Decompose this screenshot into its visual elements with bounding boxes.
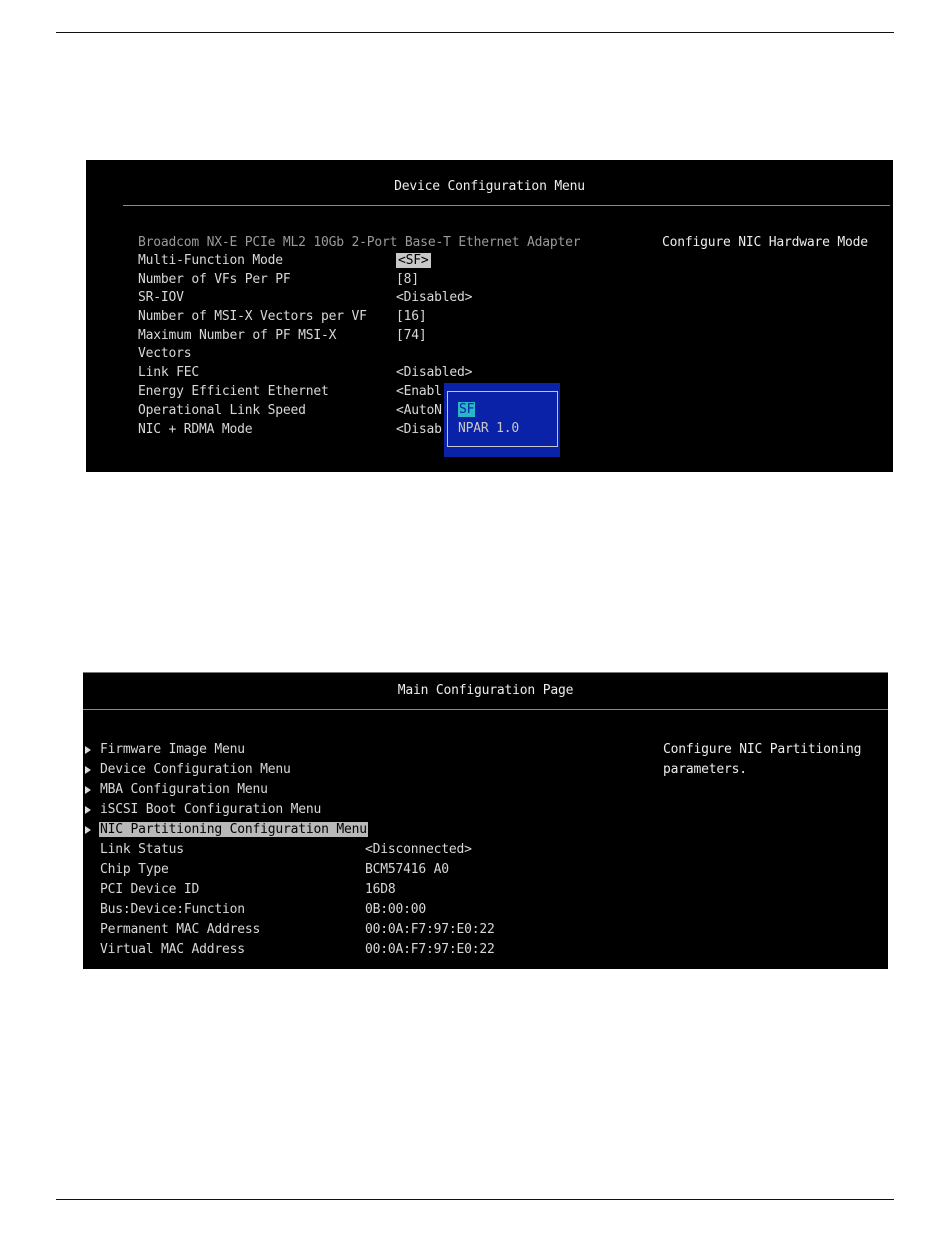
vfs-per-pf-value[interactable]: [8] — [396, 272, 419, 287]
device-configuration-screen — [86, 160, 893, 472]
bus-device-function-label: Bus:Device:Function — [100, 902, 245, 917]
menu-device-configuration[interactable]: Device Configuration Menu — [100, 762, 291, 777]
menu-arrow-icon — [85, 806, 91, 814]
popup-option-npar[interactable]: NPAR 1.0 — [458, 421, 520, 436]
max-pf-msix-value[interactable]: [74] — [396, 328, 427, 343]
msix-vectors-per-vf-value[interactable]: [16] — [396, 309, 427, 324]
multi-function-mode-value[interactable]: <SF> — [398, 253, 429, 268]
top-border — [83, 672, 888, 673]
multi-function-mode-label: Multi-Function Mode — [138, 253, 283, 268]
pci-device-id-label: PCI Device ID — [100, 882, 200, 897]
popup-border — [447, 391, 558, 447]
menu-nic-partitioning-configuration[interactable]: NIC Partitioning Configuration Menu — [100, 822, 367, 837]
page-top-rule — [56, 32, 894, 33]
max-pf-msix-label-cont: Vectors — [138, 346, 192, 361]
sr-iov-value[interactable]: <Disabled> — [396, 290, 473, 305]
eee-value[interactable]: <Enabl — [396, 384, 442, 399]
link-speed-label: Operational Link Speed — [138, 403, 306, 418]
virtual-mac-label: Virtual MAC Address — [100, 942, 245, 957]
screen-title: Device Configuration Menu — [394, 179, 585, 194]
chip-type-label: Chip Type — [100, 862, 169, 877]
menu-arrow-icon — [85, 766, 91, 774]
link-speed-value[interactable]: <AutoN — [396, 403, 442, 418]
max-pf-msix-label: Maximum Number of PF MSI-X — [138, 328, 337, 343]
adapter-name: Broadcom NX-E PCIe ML2 10Gb 2-Port Base-T Ethernet Adapter — [138, 235, 581, 250]
link-status-label: Link Status — [100, 842, 184, 857]
menu-arrow-icon — [85, 826, 91, 834]
sr-iov-label: SR-IOV — [138, 290, 184, 305]
help-text-line-1: Configure NIC Partitioning — [663, 742, 862, 757]
help-text: Configure NIC Hardware Mode — [662, 235, 868, 250]
link-fec-label: Link FEC — [138, 365, 200, 380]
main-configuration-screen — [83, 672, 888, 969]
popup-option-sf[interactable]: SF — [459, 402, 475, 417]
title-divider — [83, 709, 888, 710]
title-divider — [123, 205, 890, 206]
permanent-mac-label: Permanent MAC Address — [100, 922, 261, 937]
pci-device-id-value: 16D8 — [365, 882, 396, 897]
menu-mba-configuration[interactable]: MBA Configuration Menu — [100, 782, 268, 797]
menu-arrow-icon — [85, 746, 91, 754]
virtual-mac-value: 00:0A:F7:97:E0:22 — [365, 942, 495, 957]
link-status-value: <Disconnected> — [365, 842, 472, 857]
help-text-line-2: parameters. — [663, 762, 747, 777]
menu-iscsi-boot-configuration[interactable]: iSCSI Boot Configuration Menu — [100, 802, 322, 817]
multi-function-mode-popup — [444, 383, 560, 457]
vfs-per-pf-label: Number of VFs Per PF — [138, 272, 291, 287]
bus-device-function-value: 0B:00:00 — [365, 902, 427, 917]
permanent-mac-value: 00:0A:F7:97:E0:22 — [365, 922, 495, 937]
page-bottom-rule — [56, 1199, 894, 1200]
nic-rdma-mode-label: NIC + RDMA Mode — [138, 422, 253, 437]
menu-firmware-image[interactable]: Firmware Image Menu — [100, 742, 245, 757]
screen-title: Main Configuration Page — [397, 683, 574, 698]
chip-type-value: BCM57416 A0 — [365, 862, 449, 877]
msix-vectors-per-vf-label: Number of MSI-X Vectors per VF — [138, 309, 367, 324]
menu-arrow-icon — [85, 786, 91, 794]
nic-rdma-mode-value[interactable]: <Disab — [396, 422, 442, 437]
eee-label: Energy Efficient Ethernet — [138, 384, 329, 399]
link-fec-value[interactable]: <Disabled> — [396, 365, 473, 380]
